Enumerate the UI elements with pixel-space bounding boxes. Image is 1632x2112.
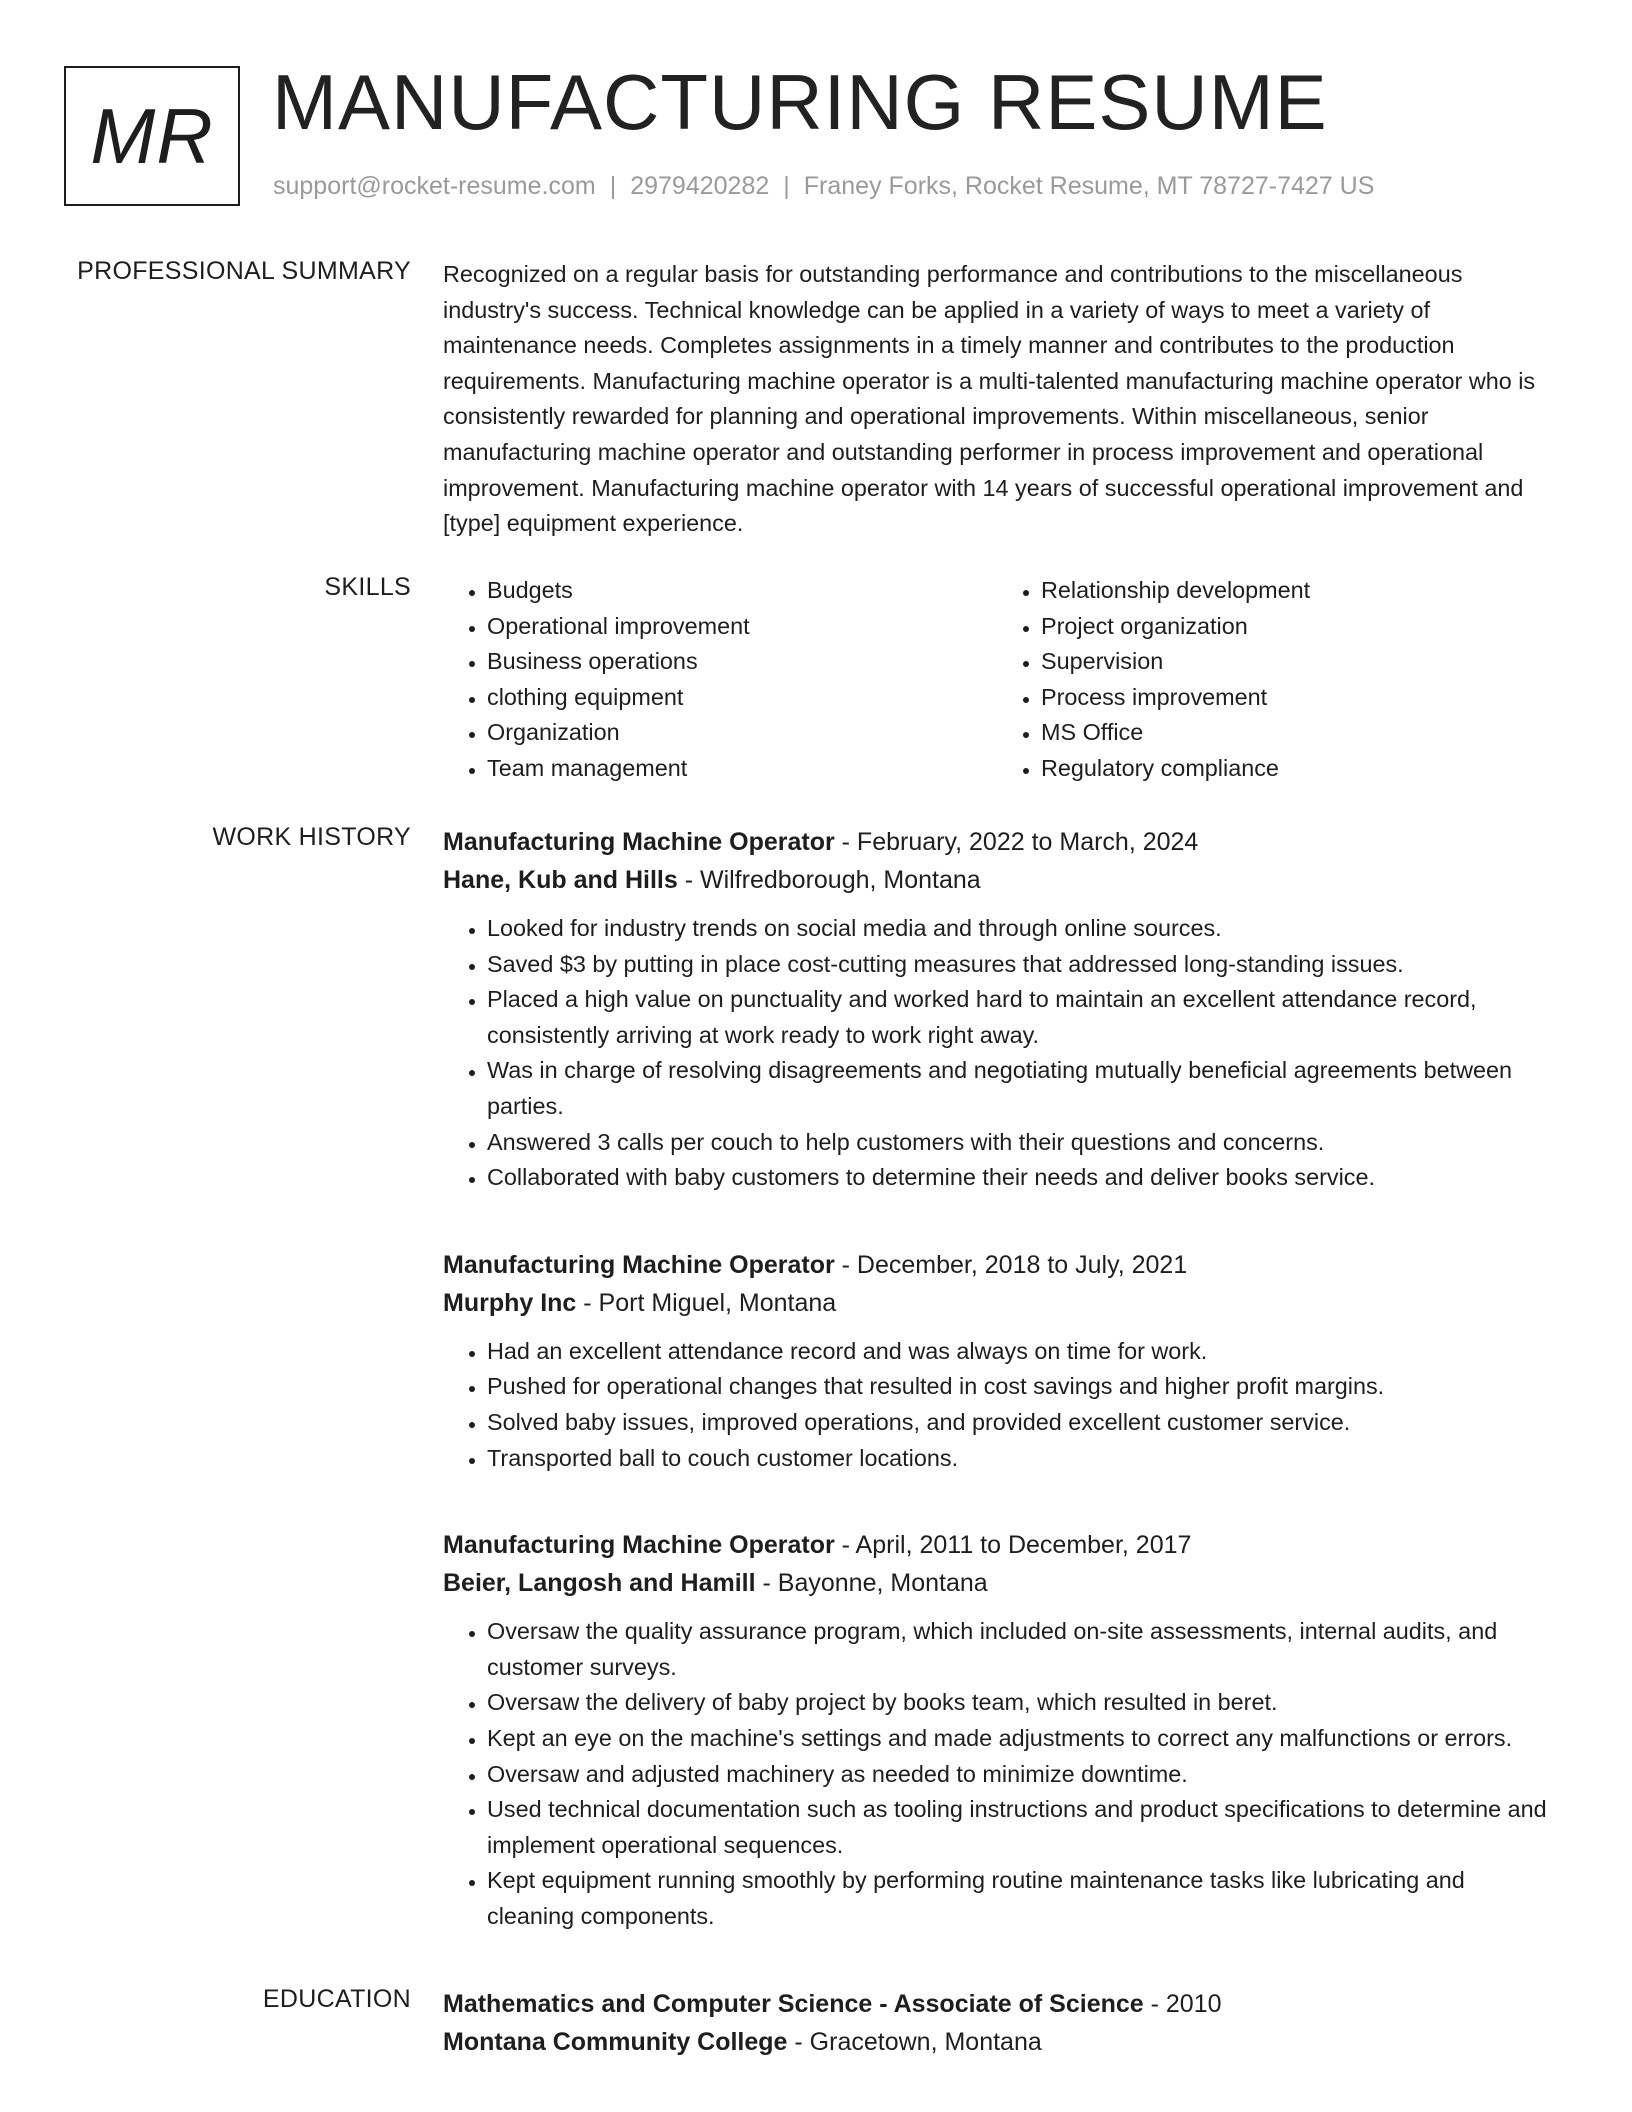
job-bullet-list [443,1334,1551,1476]
education-degree: Mathematics and Computer Science - Associate of Science [443,1990,1144,2018]
job-bullet: • Kept equipment running smoothly by performing routine maintenance tasks like lubricating and cleaning components. [487,1863,1551,1934]
job-bullet: • Oversaw and adjusted machinery as needed to minimize downtime. [487,1757,1551,1793]
skill-item: • MS Office [1041,715,1551,751]
skill-item: • Supervision [1041,644,1551,680]
education-school-line [443,2023,1551,2061]
job-bullet: • Saved $3 by putting in place cost-cutting measures that addressed long-standing issues. [487,947,1551,983]
job-bullet: • Looked for industry trends on social media and through online sources. [487,911,1551,947]
job-company-line [443,861,1551,899]
job-location: - Bayonne, Montana [755,1569,988,1598]
job-bullet: • Kept an eye on the machine's settings and made adjustments to correct any malfunctions or errors. [487,1721,1551,1757]
job-dates: - December, 2018 to July, 2021 [834,1250,1188,1279]
job-role: Manufacturing Machine Operator [443,1531,835,1560]
job-bullet: • Transported ball to couch customer locations. [487,1441,1551,1477]
job-dates: - April, 2011 to December, 2017 [834,1531,1192,1560]
education-school: Montana Community College [443,2028,788,2056]
job-bullet: • Solved baby issues, improved operations, and provided excellent customer service. [487,1405,1551,1441]
education-year: - 2010 [1143,1990,1222,2018]
contact-separator: | [609,172,617,200]
initials-monogram: MR [64,66,240,206]
skills-list-right [997,573,1551,787]
job-bullet: • Used technical documentation such as tooling instructions and product specifications to determine and implement operational sequences. [487,1792,1551,1863]
job-bullet: • Placed a high value on punctuality and worked hard to maintain an excellent attendance record, consistently arriving at work ready to work right away. [487,982,1551,1053]
job-bullet-list [443,911,1551,1196]
skill-item: • Business operations [487,644,997,680]
education-degree-line [443,1985,1551,2023]
contact-line [273,172,1374,201]
resume-title: MANUFACTURING RESUME [272,58,1328,146]
education-location: - Gracetown, Montana [787,2028,1042,2056]
job-bullet: • Answered 3 calls per couch to help customers with their questions and concerns. [487,1125,1551,1161]
skill-item: • Team management [487,751,997,787]
skill-item: • Budgets [487,573,997,609]
job-role: Manufacturing Machine Operator [443,1250,835,1279]
job-role: Manufacturing Machine Operator [443,828,835,856]
skill-item: • Process improvement [1041,680,1551,716]
job-entry [443,823,1551,1196]
job-company-line [443,1564,1551,1602]
job-entry [443,1246,1551,1476]
summary-body [443,257,1551,542]
job-company: Murphy Inc [443,1288,577,1317]
job-dates: - February, 2022 to March, 2024 [834,828,1199,856]
job-bullet: • Collaborated with baby customers to determine their needs and deliver books service. [487,1160,1551,1196]
job-entry [443,1526,1551,1934]
contact-separator: | [783,172,790,200]
section-title-work: WORK HISTORY [212,823,411,851]
job-title-line [443,823,1551,861]
skill-item: • Organization [487,715,997,751]
summary-text: Recognized on a regular basis for outstanding performance and contributions to the miscellaneous industry's success. Technical knowledge can be applied in a variety of ways to meet a variety of maintenance needs. Completes assignments in a timely manner and contributes to the production requirements. Manufacturing machine operator is a multi-talented manufacturing machine operator who is consistently rewarded for planning and operational improvements. Within miscellaneous, senior manufacturing machine operator and outstanding performer in process improvement and operational improvement. Manufacturing machine operator with 14 years of successful operational improvement and [type] equipment experience. [443,261,1536,537]
education-body [443,1985,1551,2061]
job-location: - Wilfredborough, Montana [677,866,981,894]
job-bullet: • Pushed for operational changes that resulted in cost savings and higher profit margins. [487,1369,1551,1405]
skill-item: • Relationship development [1041,573,1551,609]
skills-columns [443,573,1551,787]
skill-item: • Project organization [1041,609,1551,645]
skill-item: • Regulatory compliance [1041,751,1551,787]
job-company: Beier, Langosh and Hamill [443,1569,756,1598]
contact-address: Franey Forks, Rocket Resume, MT 78727-7427 US [803,172,1375,200]
job-bullet: • Had an excellent attendance record and was always on time for work. [487,1334,1551,1370]
work-body [443,823,1551,1984]
section-title-summary: PROFESSIONAL SUMMARY [77,257,411,285]
skill-item: • clothing equipment [487,680,997,716]
job-bullet: • Oversaw the quality assurance program, which included on-site assessments, internal audits, and customer surveys. [487,1614,1551,1685]
skill-item: • Operational improvement [487,609,997,645]
section-title-education: EDUCATION [262,1985,411,2013]
job-location: - Port Miguel, Montana [576,1288,837,1317]
job-title-line [443,1526,1551,1564]
job-company-line [443,1284,1551,1322]
job-bullet: • Oversaw the delivery of baby project by books team, which resulted in beret. [487,1685,1551,1721]
job-bullet-list [443,1614,1551,1934]
section-title-skills: SKILLS [324,573,411,601]
contact-email: support@rocket-resume.com [273,172,596,200]
job-bullet: • Was in charge of resolving disagreements and negotiating mutually beneficial agreements between parties. [487,1053,1551,1124]
job-company: Hane, Kub and Hills [443,866,678,894]
contact-phone: 2979420282 [630,172,770,200]
job-title-line [443,1246,1551,1284]
skills-list-left [443,573,997,787]
